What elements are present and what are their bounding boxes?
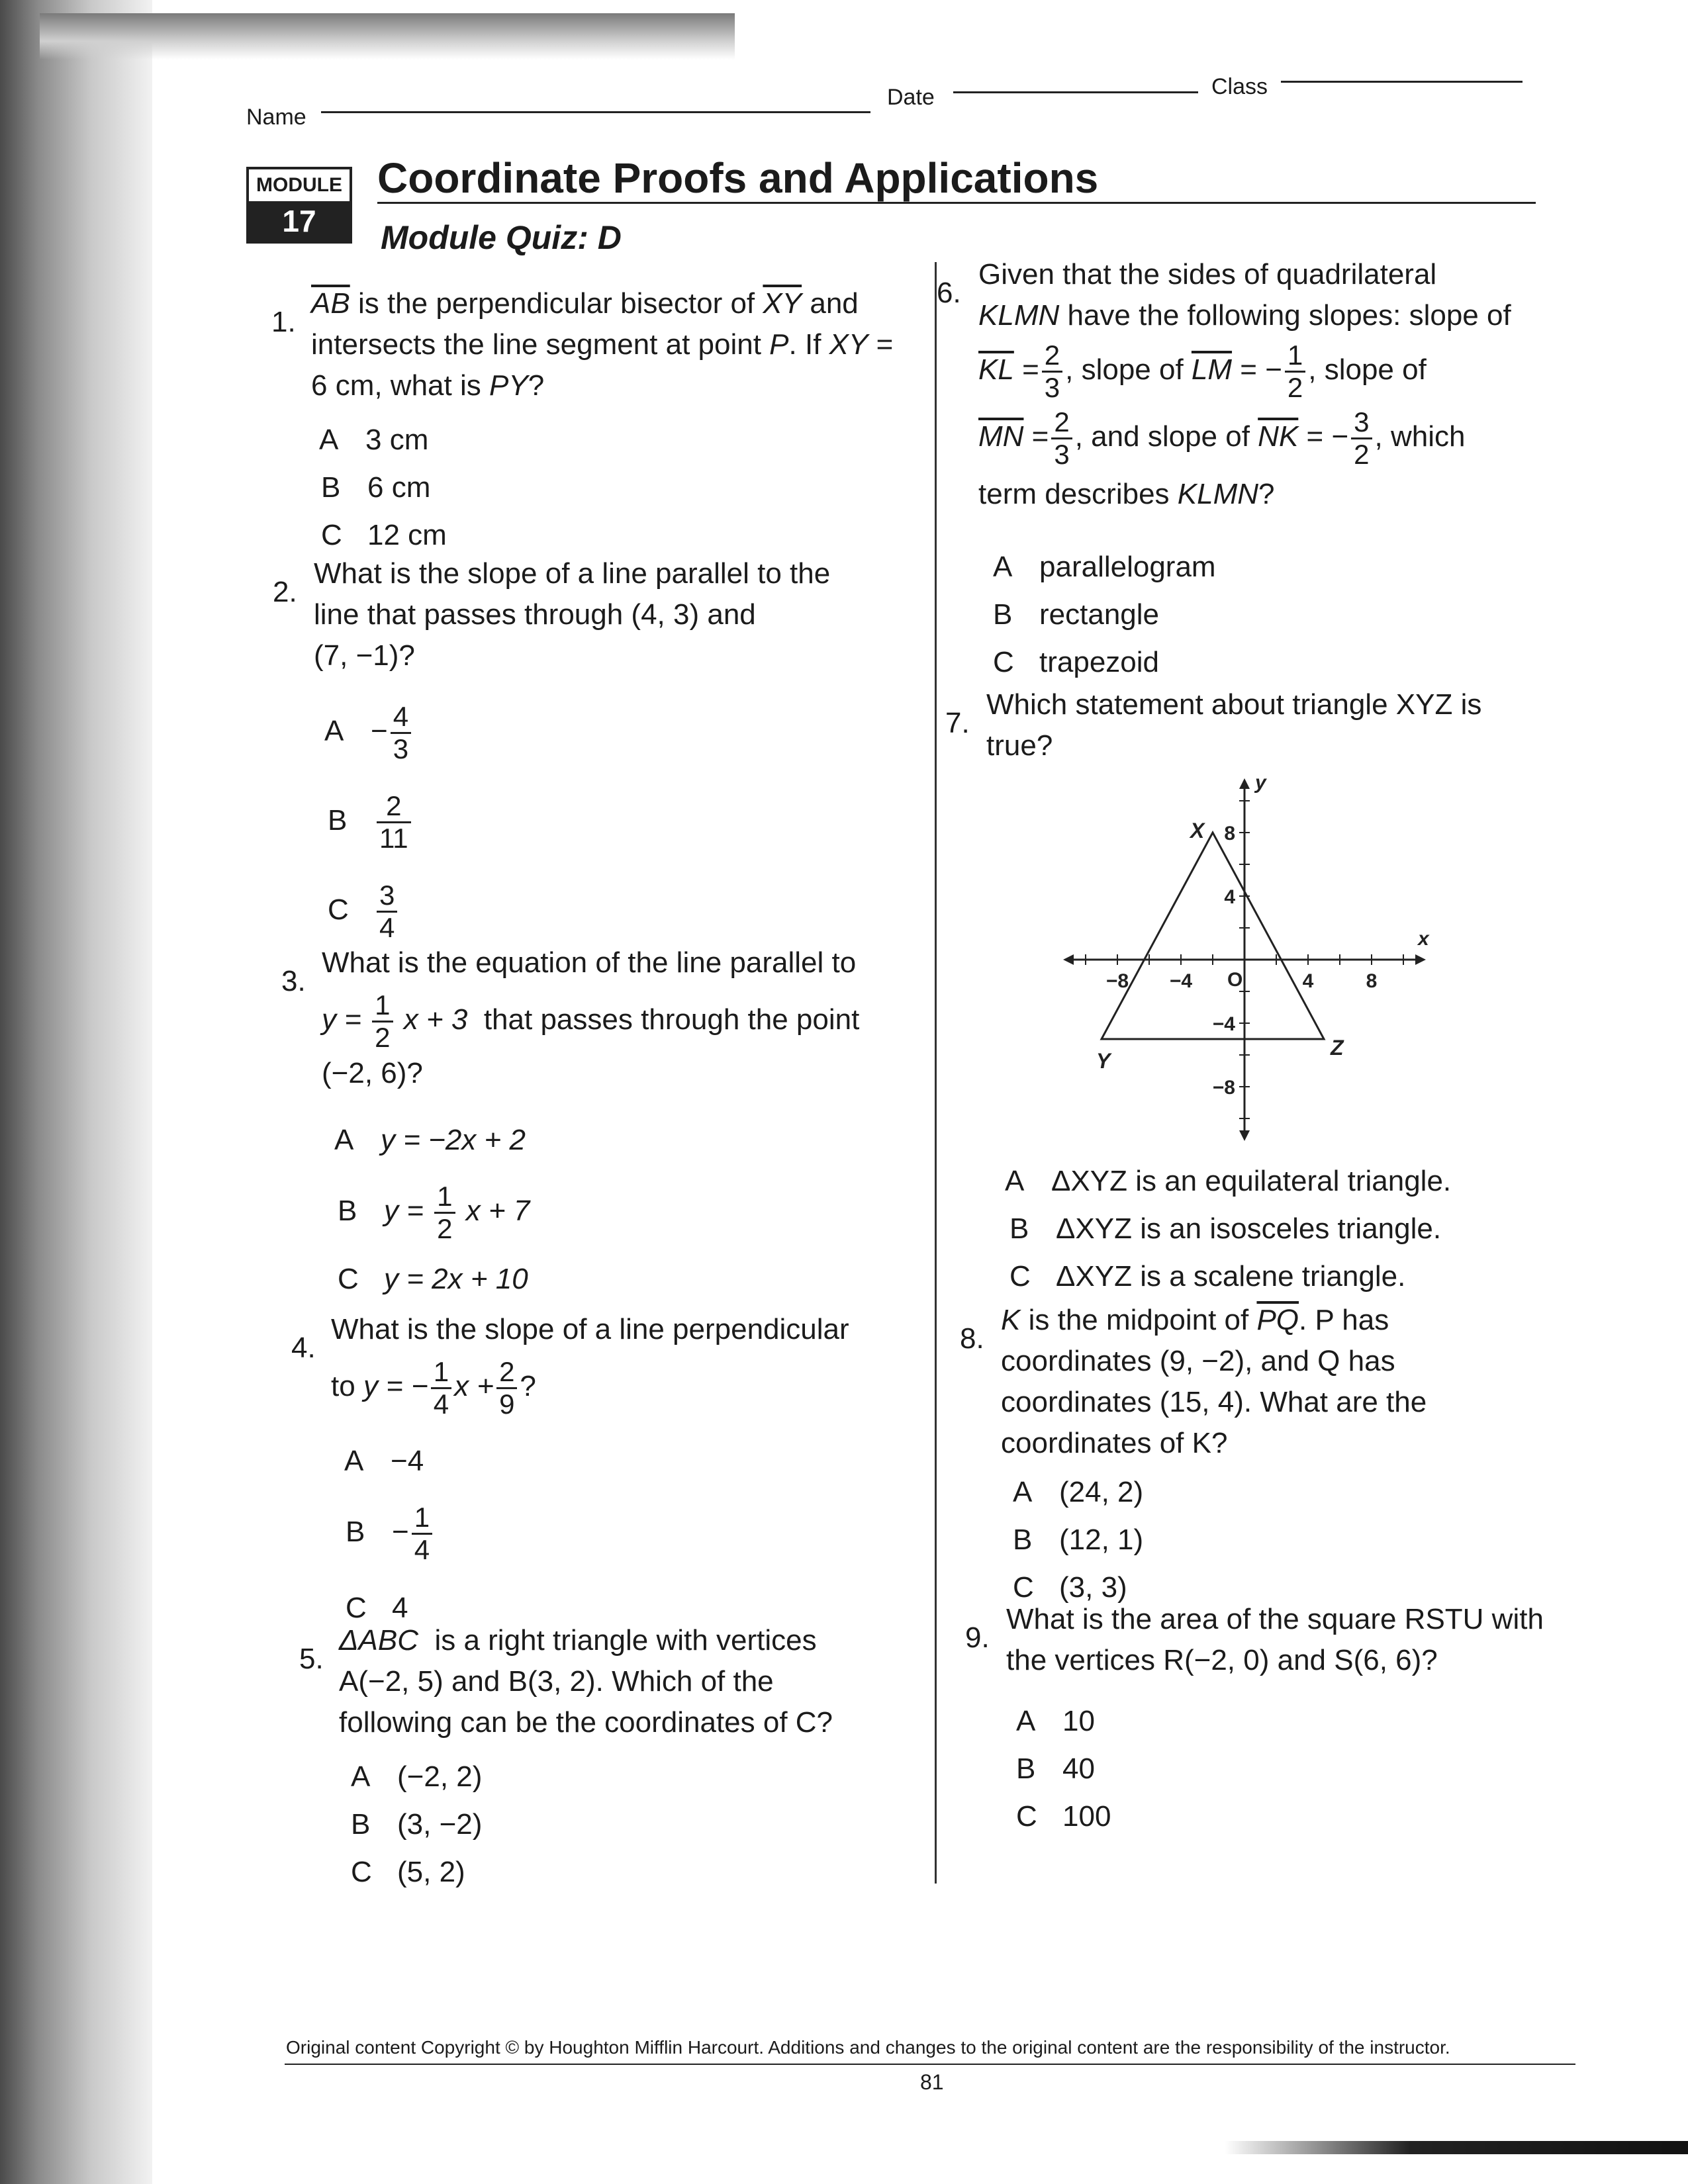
x-tick-label: 8	[1366, 970, 1378, 992]
q8-number: 8.	[960, 1322, 984, 1355]
q7-stem: Which statement about triangle XYZ is true?	[986, 688, 1482, 762]
q3-stem: What is the equation of the line parallel to y = $\frac{1}{2}$ x + 3 that passes through the point (−2, 6)?	[322, 946, 860, 1089]
y-axis-arrow-up	[1239, 778, 1250, 789]
y-tick-label: −8	[1212, 1077, 1235, 1099]
q3-option-c[interactable]: C y = 2x + 10	[338, 1263, 528, 1295]
date-field[interactable]	[953, 91, 1198, 93]
y-tick-label: 4	[1224, 886, 1235, 908]
q4-option-b[interactable]: B − $\frac{1}{4}$	[346, 1502, 435, 1565]
q5-stem: ΔABC is a right triangle with vertices A(−2, 5) and B(3, 2). Which of the following can be the coordinates of C?	[339, 1624, 833, 1739]
footer-rule	[285, 2064, 1575, 2065]
name-field[interactable]	[321, 111, 870, 113]
q8-option-a[interactable]: A (24, 2)	[1013, 1476, 1144, 1508]
q1-seg-xy: $\overline{XY}$	[763, 287, 802, 320]
q8-stem: K is the midpoint of $\overline{PQ}$. P has coordinates (9, −2), and Q has coordinates (15, 4). What are the coordinates of K?	[1001, 1304, 1427, 1459]
x-axis-arrow-left	[1063, 954, 1074, 965]
q2-option-b[interactable]: B $\frac{2}{11}$	[328, 791, 414, 854]
module-label: MODULE	[256, 174, 342, 196]
q7-number: 7.	[945, 707, 970, 739]
q9-option-a[interactable]: A 10	[1016, 1705, 1095, 1737]
q1-option-a[interactable]: A 3 cm	[319, 424, 429, 456]
q1-option-c[interactable]: C 12 cm	[321, 519, 447, 551]
q1-number: 1.	[271, 306, 296, 338]
y-axis-arrow-down	[1239, 1130, 1250, 1141]
q2-option-c[interactable]: C $\frac{3}{4}$	[328, 880, 400, 943]
x-axis-arrow-right	[1415, 954, 1426, 965]
x-axis-label: x	[1418, 928, 1429, 950]
q3-option-a[interactable]: A y = −2x + 2	[334, 1124, 526, 1156]
q6-stem: Given that the sides of quadrilateral KLMN have the following slopes: slope of $\overline{KL}$ = $\frac{2}{3}$ , slope of $\overline{LM}$ = − $\frac{1}{2}$ , slope of $\overline{MN}$ = $\frac{2}{3}$ , and slope of $\overline{NK}$ = − $\frac{3}{2}$ , which term describes KLMN?	[978, 258, 1511, 510]
q7-option-b[interactable]: B ΔXYZ is an isosceles triangle.	[1009, 1212, 1442, 1245]
x-tick-label: −8	[1105, 970, 1129, 992]
q8-option-c[interactable]: C (3, 3)	[1013, 1571, 1127, 1604]
q5-option-b[interactable]: B (3, −2)	[351, 1808, 483, 1841]
q1-seg-ab: $\overline{AB}$	[311, 287, 350, 320]
origin-label: O	[1227, 969, 1243, 991]
y-tick-label: 8	[1224, 823, 1235, 844]
triangle-xyz	[1102, 833, 1324, 1039]
q2-option-a[interactable]: A − $\frac{4}{3}$	[324, 702, 414, 764]
page-top-shadow	[40, 13, 735, 60]
q6-option-b[interactable]: B rectangle	[993, 598, 1160, 631]
class-label: Class	[1211, 74, 1268, 99]
q7-option-c[interactable]: C ΔXYZ is a scalene triangle.	[1009, 1260, 1406, 1293]
q2-number: 2.	[273, 576, 297, 608]
q3-number: 3.	[281, 965, 306, 997]
q6-number: 6.	[937, 277, 961, 309]
book-spine-shadow	[0, 0, 152, 2184]
q4-option-c[interactable]: C 4	[346, 1592, 408, 1624]
q1-stem: $\overline{AB}$ is the perpendicular bisector of $\overline{XY}$ and intersects the line segment at point P. If XY = 6 cm, what is PY?	[311, 287, 894, 402]
q2-stem: What is the slope of a line parallel to the line that passes through (4, 3) and (7, −1)?	[314, 557, 831, 672]
q7-graph	[1053, 768, 1436, 1152]
module-number: 17	[249, 201, 350, 241]
q6-option-c[interactable]: C trapezoid	[993, 646, 1160, 678]
page-number: 81	[920, 2070, 944, 2094]
q8-option-b[interactable]: B (12, 1)	[1013, 1524, 1144, 1556]
q4-stem: What is the slope of a line perpendicular to y = − $\frac{1}{4}$ x + $\frac{2}{9}$ ?	[331, 1313, 849, 1420]
q7-option-a[interactable]: A ΔXYZ is an equilateral triangle.	[1005, 1165, 1452, 1197]
copyright-notice: Original content Copyright © by Houghton Mifflin Harcourt. Additions and changes to the original content are the responsibility of the instructor.	[286, 2037, 1450, 2058]
q6-option-a[interactable]: A parallelogram	[993, 551, 1216, 583]
q9-option-b[interactable]: B 40	[1016, 1752, 1095, 1785]
page-bottom-shadow	[1225, 2141, 1688, 2154]
module-badge	[246, 167, 352, 244]
vertex-label-x: X	[1190, 819, 1205, 842]
x-tick-label: 4	[1302, 970, 1314, 992]
q9-option-c[interactable]: C 100	[1016, 1800, 1111, 1833]
graph-layer	[1063, 772, 1430, 1141]
title-rule	[377, 202, 1536, 204]
y-axis-label: y	[1255, 772, 1266, 794]
column-divider	[935, 262, 937, 1884]
q4-option-a[interactable]: A −4	[344, 1445, 424, 1477]
x-tick-label: −4	[1169, 970, 1193, 992]
q5-option-a[interactable]: A (−2, 2)	[351, 1760, 483, 1793]
page-subtitle: Module Quiz: D	[381, 219, 622, 256]
vertex-label-z: Z	[1331, 1036, 1344, 1060]
q9-number: 9.	[965, 1621, 990, 1654]
y-tick-label: −4	[1212, 1013, 1235, 1035]
vertex-label-y: Y	[1096, 1049, 1111, 1073]
name-label: Name	[246, 105, 306, 130]
q5-option-c[interactable]: C (5, 2)	[351, 1856, 465, 1888]
date-label: Date	[887, 85, 935, 110]
q4-number: 4.	[291, 1332, 316, 1364]
q5-number: 5.	[299, 1643, 324, 1675]
q3-option-b[interactable]: B y = $\frac{1}{2}$ x + 7	[338, 1181, 530, 1244]
q1-option-b[interactable]: B 6 cm	[321, 471, 431, 504]
q9-stem: What is the area of the square RSTU with the vertices R(−2, 0) and S(6, 6)?	[1006, 1603, 1544, 1676]
page-title: Coordinate Proofs and Applications	[377, 154, 1099, 202]
class-field[interactable]	[1281, 81, 1523, 83]
